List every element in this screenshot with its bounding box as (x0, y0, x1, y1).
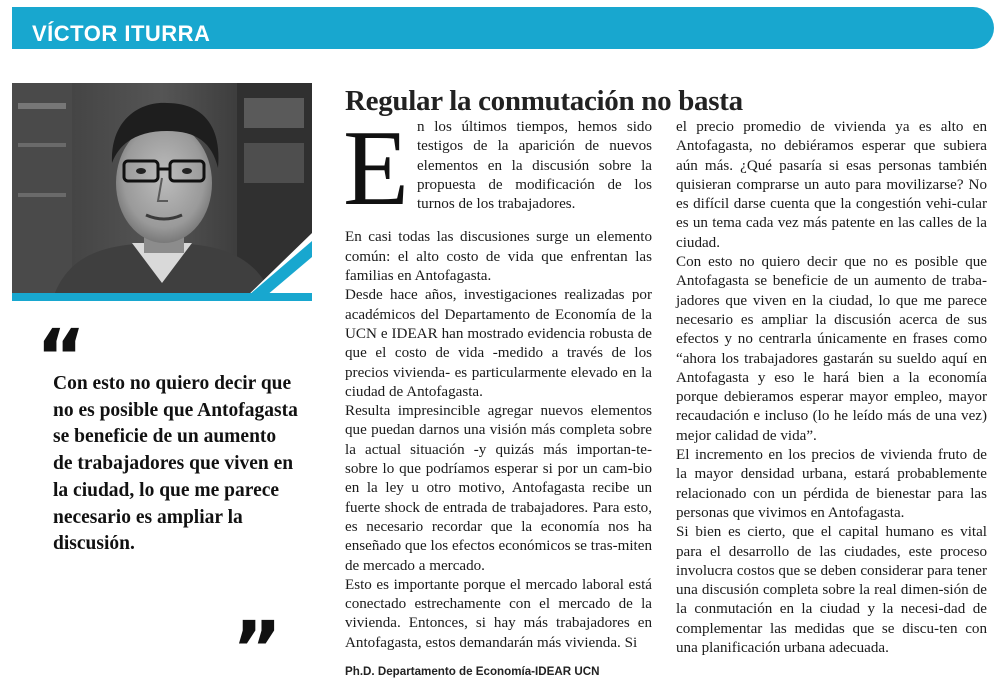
header-bar (12, 7, 994, 49)
lead-paragraph (343, 109, 652, 228)
body-paragraph: Resulta impresincible agregar nuevos elementos que puedan darnos una visión más completa sobre la actual situación -y quizás más importan-te- sobre lo que podríamos esperar si por un cam-bio en la ley u otro motivo, Antofagasta recibe un fuerte shock de entrada de trabajadores. Para esto, es necesario recordar que la economía nos ha enseñado que los efectos económicos se tras-miten de mercado a mercado. (345, 403, 652, 574)
body-paragraph: Con esto no quiero decir que no es posible que Antofagasta se beneficie de un aumento de traba-jadores que viven en la ciudad, lo que me parece necesario es ampliar la discusión acerca de sus efectos y no centrarla únicamente en frases como “ahora los trabajadores gastarán su sueldo aquí en Antofagasta y eso le hará bien a la economía porque debieramos esperar mayor empleo, mayor recaudación e incluso (lo he leído más de una vez) mejor calidad de vida”. (676, 254, 987, 444)
pull-quote: Con esto no quiero decir que no es posible que Antofagasta se beneficie de un aumento de trabajadores que viven en la ciudad, lo que me parece necesario es ampliar la discusión. (53, 373, 298, 555)
body-paragraph: Desde hace años, investigaciones realizadas por académicos del Departamento de Economía de la UCN e IDEAR han mostrado evidencia robusta de que el costo de vida -medido a través de los precios vivienda- es particularmente elevado en la ciudad de Antofagasta. (345, 287, 652, 400)
body-paragraph: el precio promedio de vivienda ya es alto en Antofagasta, no debiéramos esperar que subiera aún más. ¿Qué pasaría si esas personas también quisieran comprarse un auto para movilizarse? No es difícil darse cuenta que la congestión vehi-cular es un tema cada vez más patente en las calles de la ciudad. (676, 119, 987, 251)
close-quote-icon: ” (232, 604, 282, 693)
author-photo (12, 83, 312, 301)
body-paragraph: Esto es importante porque el mercado laboral está conectado estrechamente con el mercado de la vivienda. Entonces, si hay más trabajadores en Antofagasta, estos demandarán más vivienda. Si (345, 576, 652, 651)
body-paragraph: En casi todas las discusiones surge un elemento común: el alto costo de vida que enfrentan las familias en Antofagasta. (345, 229, 652, 285)
author-portrait-image (12, 83, 312, 301)
lead-text: n los últimos tiempos, hemos sido testigos de la aparición de nuevos elementos en la discusión sobre la propuesta de modificación de los turnos de los trabajadores. (416, 119, 652, 213)
article-column-1 (343, 109, 652, 653)
author-name: VÍCTOR ITURRA (32, 21, 211, 46)
article-column-2 (676, 118, 987, 658)
body-paragraph: Si bien es cierto, que el capital humano es vital para el desarrollo de las ciudades, este proceso involucra costos que se deben considerar para tener una discusión completa sobre la real dimen-sión de la conmutación en la ciudad y la necesi-dad de complementar las medidas que se discu-ten con una planificación urbana adecuada. (676, 524, 987, 657)
article-headline: Regular la conmutación no basta (345, 85, 743, 118)
open-quote-icon: “ (36, 312, 86, 401)
author-byline: Ph.D. Departamento de Economía-IDEAR UCN (345, 665, 600, 678)
body-paragraph: El incremento en los precios de vivienda fruto de la mayor densidad urbana, estará probablemente relacionado con un pérdida de bienestar para las personas que vivimos en Antofagasta. (676, 447, 987, 521)
drop-cap: E (343, 109, 409, 228)
